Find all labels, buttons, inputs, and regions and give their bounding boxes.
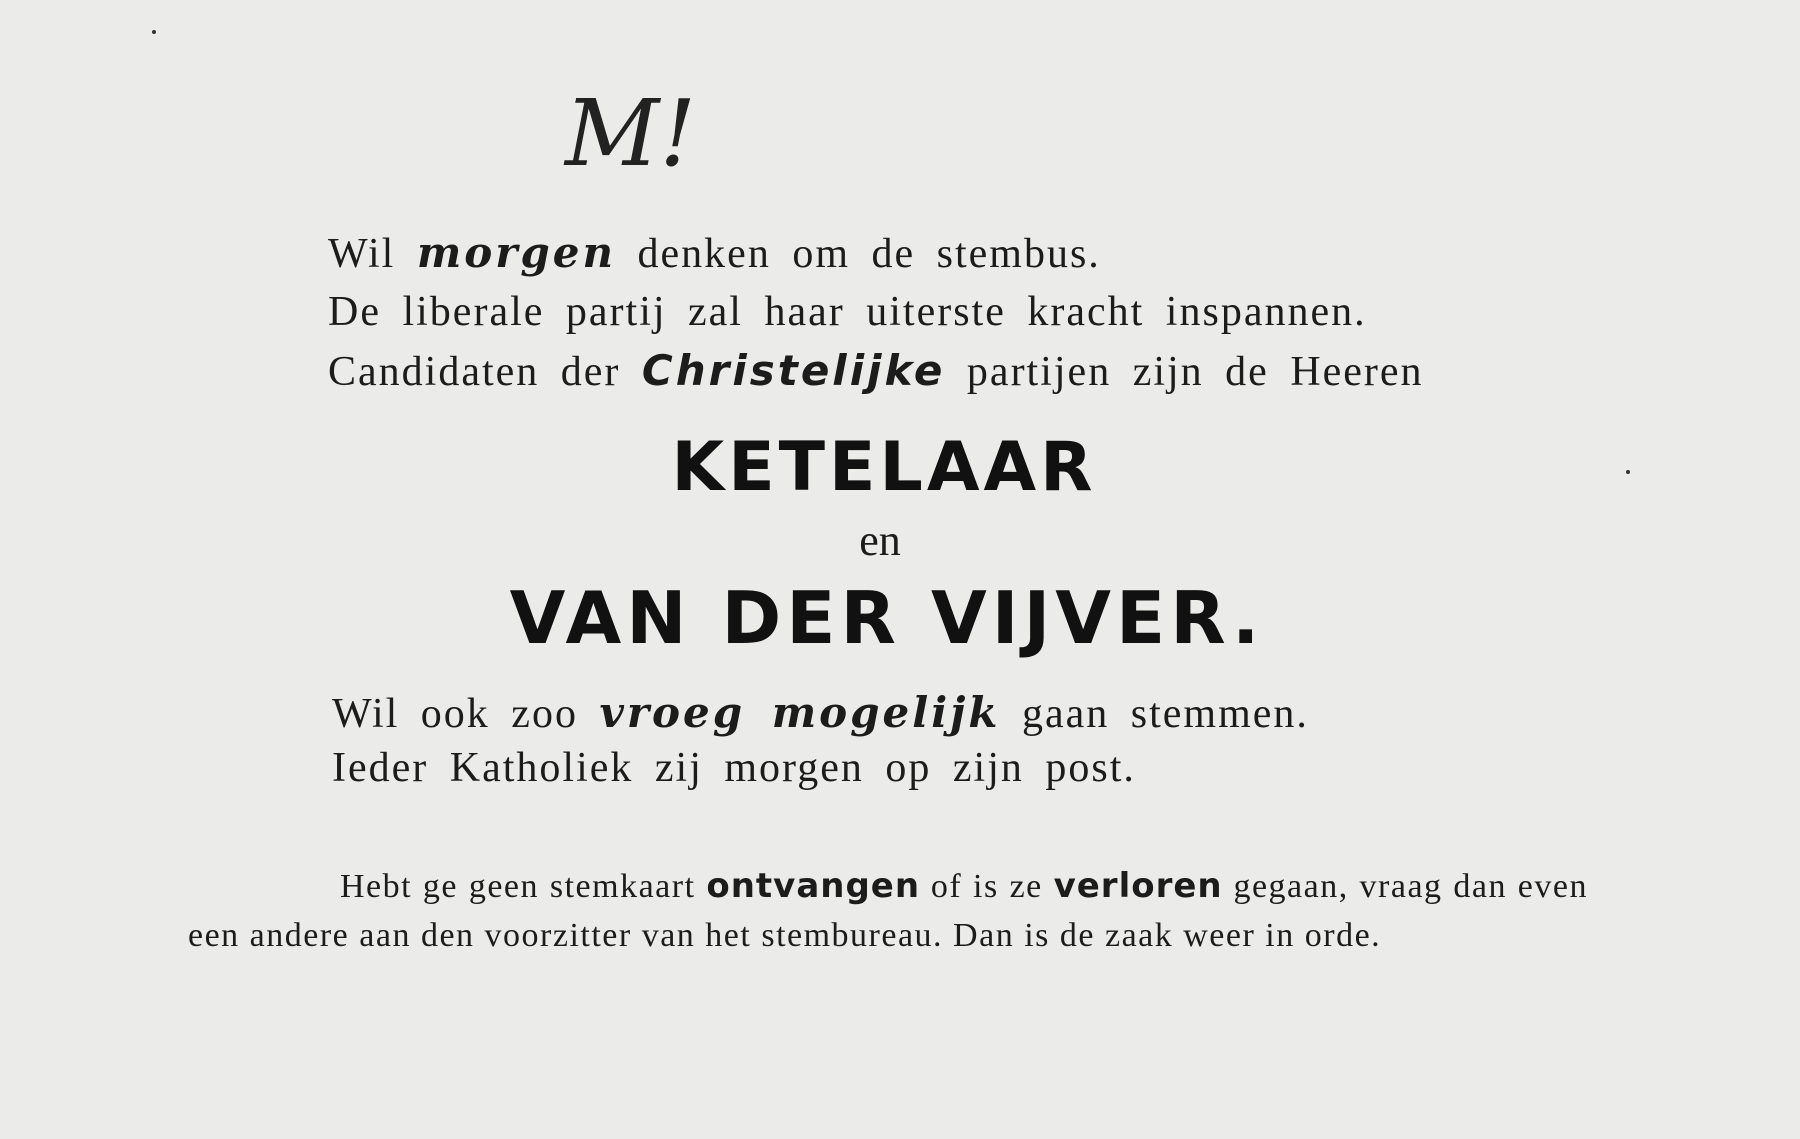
intro-line-3 [328,346,1424,396]
salutation: M! [565,80,697,187]
intro-line-3-emphasis: Christelijke [641,346,946,395]
closing-line-1 [332,688,1309,738]
stemkaart-note [188,862,1588,960]
note-text-e: gegaan, vraag dan even een andere aan den voorzitter van het stembureau. Dan is de zaak weer in orde. [188,868,1588,954]
intro-line-3-text-a: Candidaten der [328,349,642,395]
closing-line-2: Ieder Katholiek zij morgen op zijn post. [332,745,1136,791]
candidate-name-first: KETELAAR [671,428,1097,507]
note-text-c: of is ze [920,868,1054,905]
intro-line-2: De liberale partij zal haar uiterste kracht inspannen. [328,289,1367,335]
intro-line-1 [328,228,1101,278]
intro-line-1-emphasis: morgen [416,228,617,277]
ink-speck [152,30,156,34]
intro-line-1-text-a: Wil [328,231,417,277]
intro-line-3-text-c: partijen zijn de Heeren [945,349,1424,395]
closing-line-1-text-c: gaan stemmen. [1000,691,1309,737]
closing-line-1-emphasis: vroeg mogelijk [599,688,1001,737]
candidate-conjunction: en [859,516,901,565]
note-emphasis-verloren: verloren [1053,866,1223,906]
intro-line-1-text-c: denken om de stembus. [616,231,1101,277]
note-text-a: Hebt ge geen stemkaart [340,868,707,905]
note-emphasis-ontvangen: ontvangen [706,866,921,906]
candidate-name-second: VAN DER VIJVER. [509,576,1265,660]
closing-line-1-text-a: Wil ook zoo [332,691,600,737]
